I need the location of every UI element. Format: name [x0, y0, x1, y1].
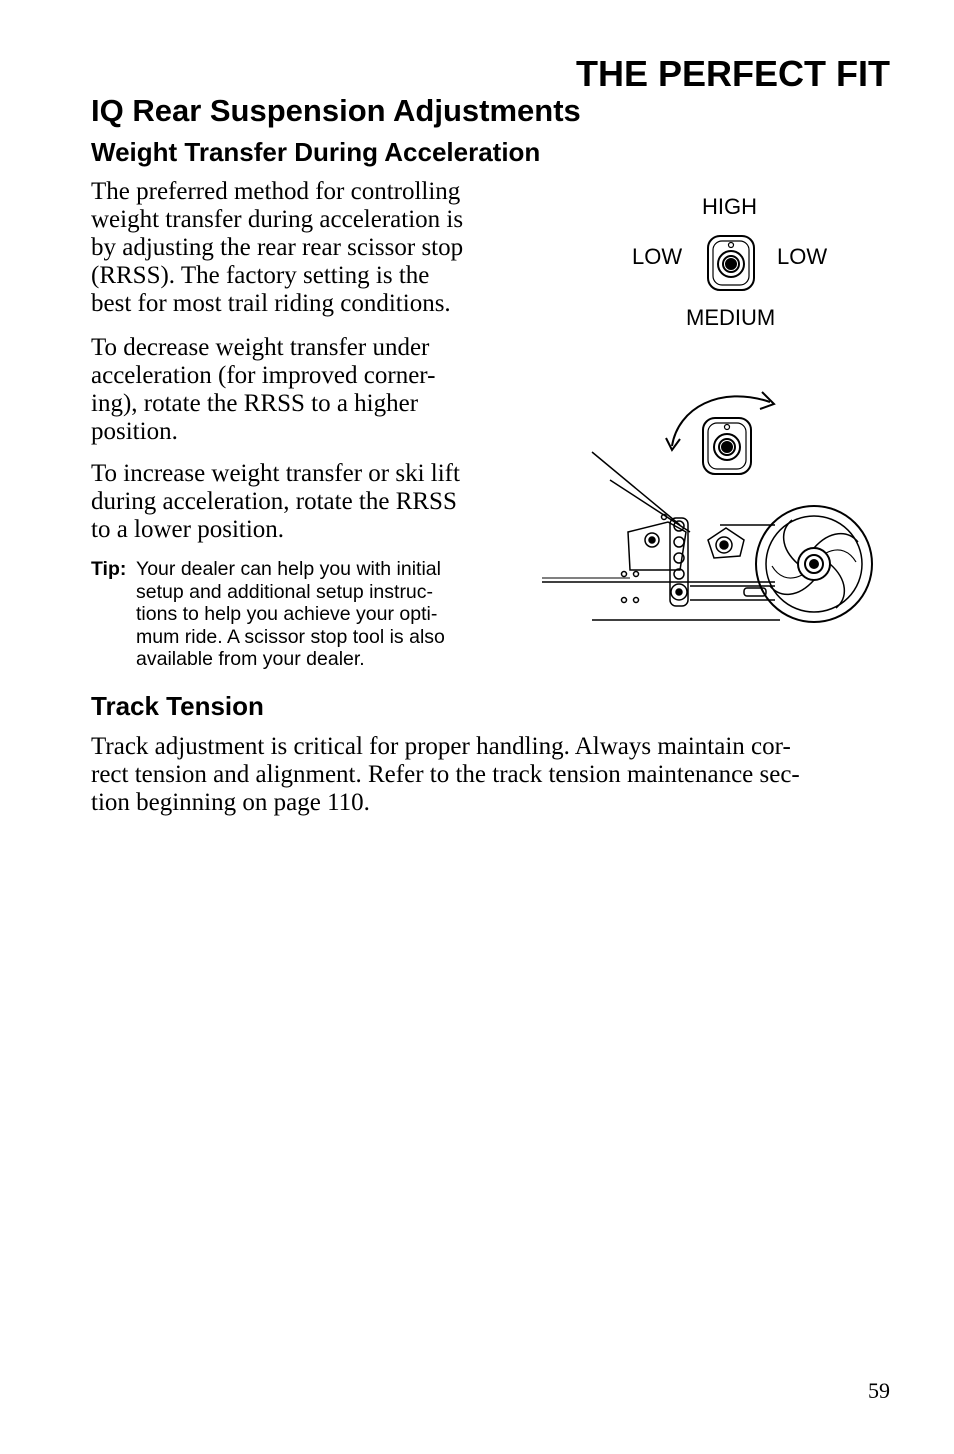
text-line: Track adjustment is critical for proper handling. Always maintain cor- — [91, 733, 791, 760]
scissor-stop-icon — [708, 236, 754, 290]
tip-line: setup and additional setup instruc- — [136, 580, 434, 603]
text-line: ing), rotate the RRSS to a higher — [91, 390, 419, 417]
rear-suspension-drawing — [542, 452, 780, 620]
tip-line: mum ride. A scissor stop tool is also — [136, 625, 445, 648]
rrss-adjustment-figure — [530, 180, 890, 640]
label-high: HIGH — [702, 194, 757, 219]
tip-label: Tip: — [91, 558, 127, 580]
weight-transfer-paragraph-2 — [91, 334, 435, 446]
label-low-right: LOW — [777, 244, 828, 269]
tip-line: available from your dealer. — [136, 648, 365, 670]
text-line: The preferred method for controlling — [91, 178, 461, 205]
weight-transfer-paragraph-1 — [91, 178, 463, 318]
text-line: weight transfer during acceleration is — [91, 206, 464, 233]
text-line: To increase weight transfer or ski lift — [91, 460, 460, 487]
scissor-stop-icon — [703, 418, 751, 474]
section-title: IQ Rear Suspension Adjustments — [91, 93, 581, 128]
text-line: during acceleration, rotate the RRSS — [91, 488, 457, 515]
weight-transfer-heading: Weight Transfer During Acceleration — [91, 137, 541, 167]
weight-transfer-paragraph-3 — [91, 460, 460, 544]
rotation-arrow-icon — [666, 392, 774, 450]
text-line: tion beginning on page 110. — [91, 789, 370, 816]
label-medium: MEDIUM — [686, 305, 776, 330]
text-line: (RRSS). The factory setting is the — [91, 262, 430, 289]
tip-line: Your dealer can help you with initial — [136, 558, 441, 580]
text-line: position. — [91, 418, 178, 445]
scissor-stop-illustration — [530, 180, 890, 640]
text-line: best for most trail riding conditions. — [91, 290, 451, 317]
track-tension-paragraph — [91, 733, 800, 817]
text-line: by adjusting the rear rear scissor stop — [91, 234, 464, 261]
chapter-title: THE PERFECT FIT — [576, 53, 890, 94]
track-tension-heading: Track Tension — [91, 691, 264, 721]
idler-wheel-icon — [756, 506, 872, 622]
text-line: acceleration (for improved corner- — [91, 362, 436, 389]
text-line: To decrease weight transfer under — [91, 334, 430, 361]
text-line: rect tension and alignment. Refer to the track tension maintenance sec- — [91, 761, 800, 788]
tip-text — [136, 558, 445, 671]
label-low-left: LOW — [632, 244, 683, 269]
text-line: to a lower position. — [91, 516, 285, 543]
page-number: 59 — [868, 1378, 890, 1403]
tip-line: tions to help you achieve your opti- — [136, 603, 438, 625]
